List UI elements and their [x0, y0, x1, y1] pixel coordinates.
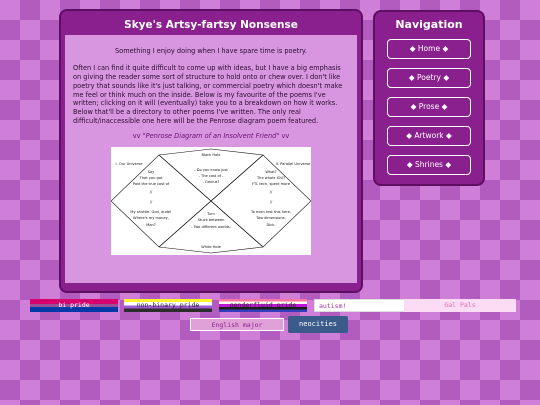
- right-line-8: Dick.: [266, 223, 276, 228]
- english-major-badge[interactable]: English major: [190, 318, 284, 331]
- right-line-2: The whole IOU?: [256, 176, 286, 181]
- bi-pride-badge[interactable]: bi pride: [30, 299, 118, 312]
- intro-text: Something I enjoy doing when I have spare time is poetry.: [115, 47, 307, 55]
- penrose-diagram-poem[interactable]: [111, 147, 311, 255]
- center-line-1: - Do you know just: [194, 168, 228, 173]
- right-line-7: Two dimensions,: [256, 216, 286, 221]
- diagram-left-label: I. Our Universe: [115, 162, 143, 167]
- right-line-3: FTL tech, spent more: [251, 182, 291, 187]
- main-panel: [61, 11, 361, 291]
- right-line-4: //: [269, 190, 273, 195]
- genderfluid-pride-badge[interactable]: genderfluid pride: [219, 299, 307, 312]
- main-content: [65, 35, 357, 283]
- nav-home-button[interactable]: ◆ Home ◆: [387, 39, 471, 59]
- featured-suffix: vv: [279, 132, 290, 141]
- nav-prose-button[interactable]: ◆ Prose ◆: [387, 97, 471, 117]
- nav-artwork-button[interactable]: ◆ Artwork ◆: [387, 126, 471, 146]
- navigation-title: Navigation: [395, 18, 463, 31]
- featured-prefix: vv: [132, 132, 143, 141]
- gal-pals-badge[interactable]: Gal Pals: [404, 299, 516, 312]
- diagram-right-label: II. Parallel Universe: [275, 162, 311, 167]
- left-line-3: Paid the true cost of: [132, 182, 170, 187]
- featured-poem-title: "Penrose Diagram of an Insolvent Friend": [142, 132, 280, 141]
- center-line-2: - The cost of -: [198, 174, 224, 179]
- right-line-5: //: [269, 200, 273, 205]
- left-line-6: My shuttle. God, dude!: [130, 210, 172, 215]
- right-line-1: What?: [265, 170, 277, 175]
- autism-badge[interactable]: autism!: [314, 299, 434, 312]
- description-paragraph: Often I can find it quite difficult to come up with ideas, but I have a big emphasis on giving the reader some sort of structure to hold onto or chew over. I don't like poetry that sounds like it's just talking, or commercial poetry which doesn't make me feel or think much on the inside. Below is my favourite of the poems I've written; clicking on it will (eventually) take you to a breakdown on how it works. Below that'll be a directory to other poems I've written. The only real difficult/inaccessible one here will be the Penrose diagram poem featured.: [73, 63, 343, 126]
- nav-poetry-button[interactable]: ◆ Poetry ◆: [387, 68, 471, 88]
- navigation-panel: [375, 12, 483, 184]
- featured-poem-heading: [73, 132, 349, 141]
- left-line-5: //: [149, 200, 153, 205]
- page-title: Skye's Artsy-fartsy Nonsense: [124, 19, 298, 31]
- left-line-2: That you got: [139, 176, 163, 181]
- diagram-bottom-label: White Hole: [201, 245, 221, 250]
- neocities-badge-label: neocities: [299, 320, 337, 328]
- badge-strip: [28, 299, 518, 339]
- left-line-1: Say: [147, 170, 155, 175]
- nonbinary-pride-badge[interactable]: non-binary pride: [124, 299, 212, 312]
- left-line-8: Man?: [146, 223, 156, 228]
- center-line-5: Stuck between: [197, 218, 225, 223]
- left-line-7: Where's my money,: [133, 216, 169, 221]
- neocities-badge[interactable]: [288, 316, 348, 333]
- center-line-3: - Genius?: [202, 180, 220, 185]
- right-line-6: To even test this here.: [251, 210, 291, 215]
- nav-shrines-button[interactable]: ◆ Shrines ◆: [387, 155, 471, 175]
- left-line-4: //: [149, 190, 153, 195]
- diagram-top-label: Black Hole: [201, 153, 221, 158]
- center-line-4: Turn: [207, 212, 215, 217]
- center-line-6: - Two different worlds.: [191, 225, 231, 230]
